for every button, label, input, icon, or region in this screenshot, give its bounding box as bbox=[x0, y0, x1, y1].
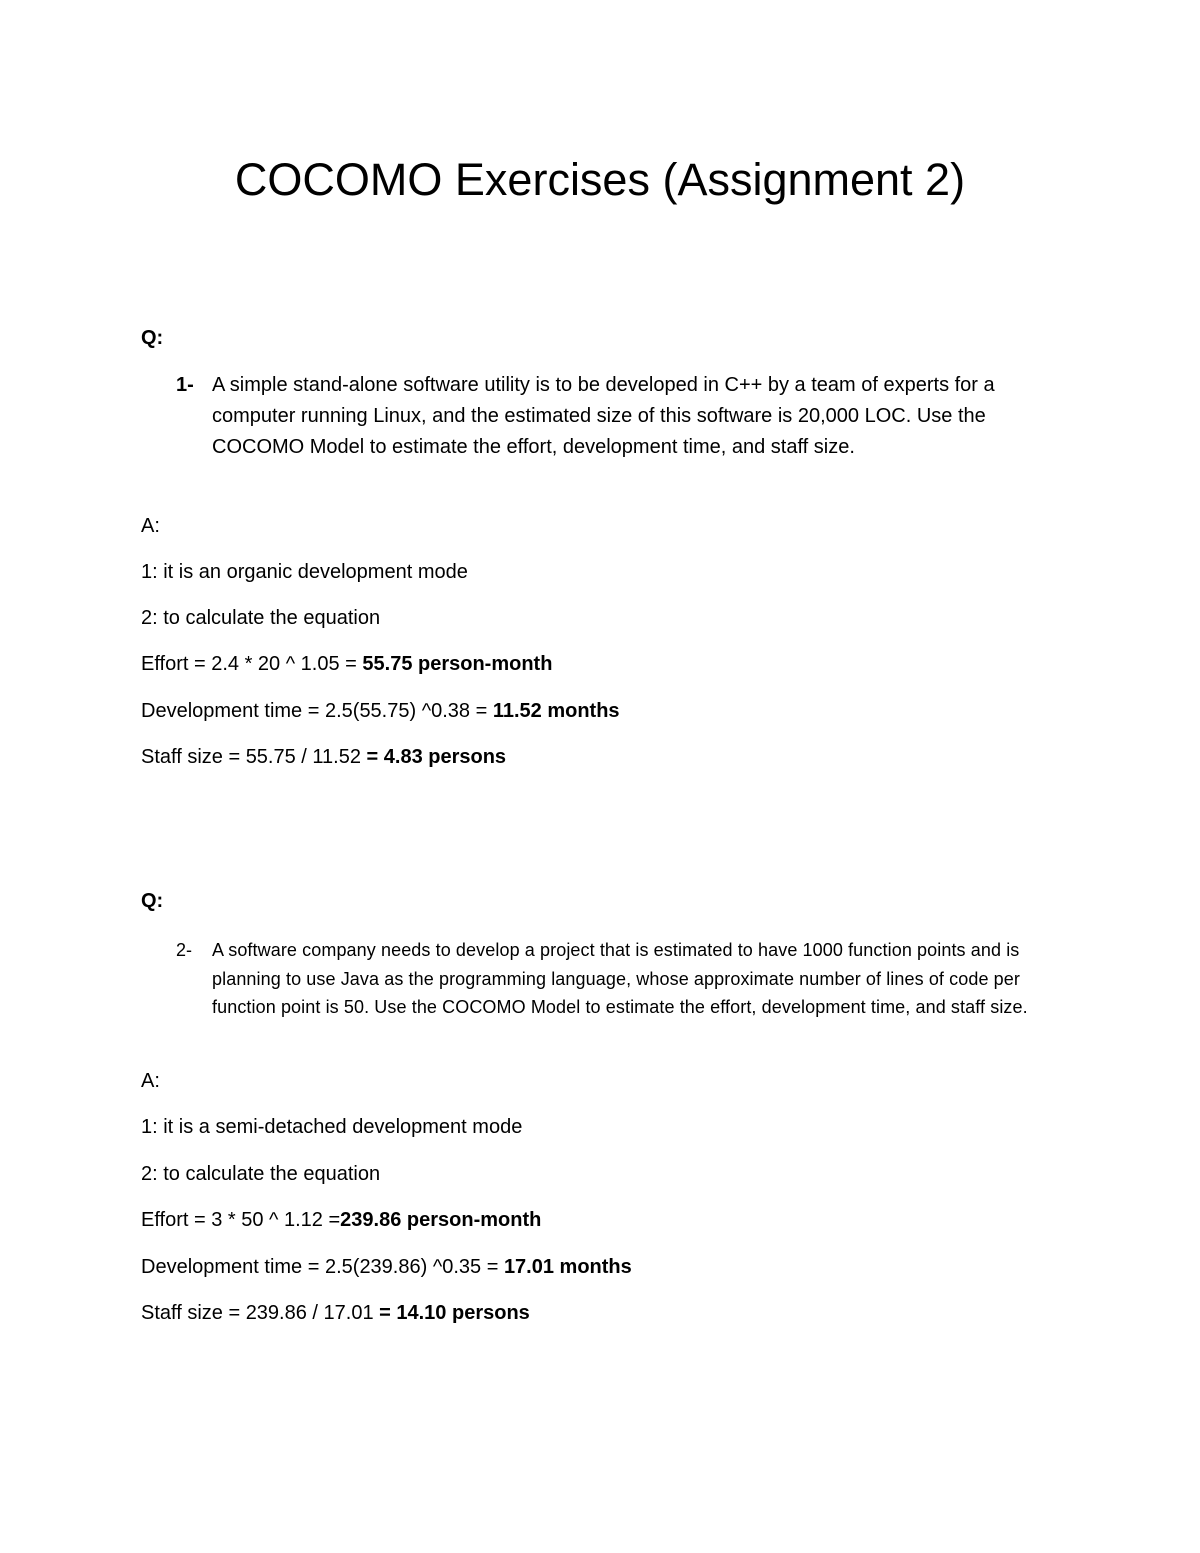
answer-1-time-formula: Development time = 2.5(55.75) ^0.38 = bbox=[141, 700, 493, 722]
answer-2-staff-formula: Staff size = 239.86 / 17.01 bbox=[141, 1302, 380, 1324]
question-1-item bbox=[176, 370, 1062, 463]
question-1-label: Q: bbox=[141, 327, 164, 349]
answer-2-time-result: 17.01 months bbox=[503, 1256, 632, 1278]
question-2-label: Q: bbox=[141, 890, 164, 912]
question-2-item bbox=[176, 936, 1072, 1022]
answer-1-effort bbox=[141, 650, 552, 678]
question-2-number: 2- bbox=[176, 940, 193, 960]
answer-1-calc: 2: to calculate the equation bbox=[141, 607, 381, 629]
answer-2-label: A: bbox=[141, 1070, 160, 1092]
answer-2-mode: 1: it is a semi-detached development mode bbox=[141, 1116, 523, 1138]
answer-2-time bbox=[141, 1253, 632, 1281]
question-1-text: A simple stand-alone software utility is to be developed in C++ by a team of experts for a computer running Linux, and the estimated size of this software is 20,000 LOC. Use the COCOMO Model to estimate the effort, development time, and staff size. bbox=[212, 374, 995, 458]
answer-1-staff bbox=[141, 743, 506, 771]
page-title: COCOMO Exercises (Assignment 2) bbox=[234, 154, 966, 205]
answer-1-effort-result: 55.75 person-month bbox=[362, 653, 553, 675]
answer-2-time-formula: Development time = 2.5(239.86) ^0.35 = bbox=[141, 1256, 504, 1278]
answer-2-staff bbox=[141, 1299, 530, 1327]
answer-1-time bbox=[141, 697, 620, 725]
answer-2-effort-result: 239.86 person-month bbox=[340, 1209, 542, 1231]
answer-1-staff-formula: Staff size = 55.75 / 11.52 bbox=[141, 746, 367, 768]
answer-1-label: A: bbox=[141, 515, 160, 537]
answer-2-effort-formula: Effort = 3 * 50 ^ 1.12 = bbox=[141, 1209, 341, 1231]
answer-1-mode: 1: it is an organic development mode bbox=[141, 561, 468, 583]
answer-2-effort bbox=[141, 1206, 541, 1234]
answer-2-staff-result: = 14.10 persons bbox=[379, 1302, 530, 1324]
question-2-text: A software company needs to develop a project that is estimated to have 1000 function points and is planning to use Java as the programming language, whose approximate number of lines of code per function point is 50. Use the COCOMO Model to estimate the effort, development time, and staff size. bbox=[212, 940, 1028, 1017]
answer-1-time-result: 11.52 months bbox=[492, 700, 620, 722]
answer-1-effort-formula: Effort = 2.4 * 20 ^ 1.05 = bbox=[141, 653, 363, 675]
answer-1-staff-result: = 4.83 persons bbox=[366, 746, 507, 768]
question-1-number: 1- bbox=[176, 374, 194, 396]
answer-2-calc: 2: to calculate the equation bbox=[141, 1163, 381, 1185]
